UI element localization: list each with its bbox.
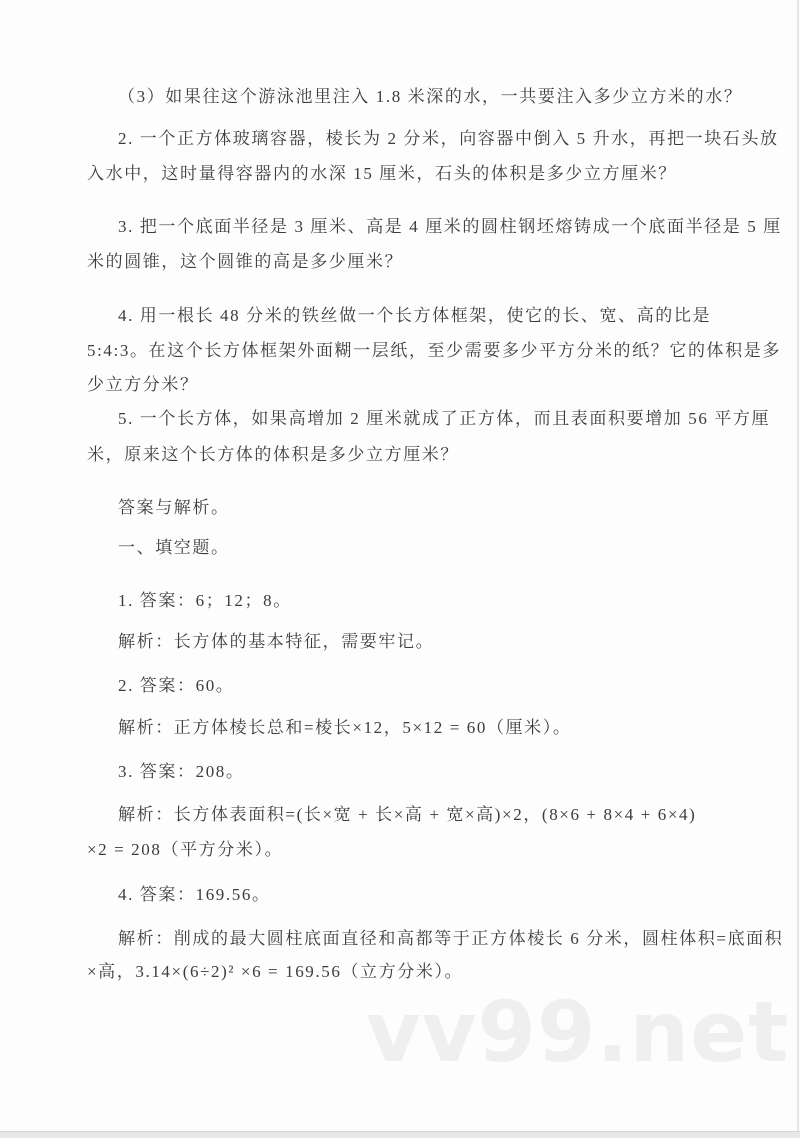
question-3-line-1: 3. 把一个底面半径是 3 厘米、高是 4 厘米的圆柱钢坯熔铸成一个底面半径是 5 厘 xyxy=(118,217,782,236)
question-5-line-2: 米，原来这个长方体的体积是多少立方厘米？ xyxy=(87,445,459,464)
question-5-line-1: 5. 一个长方体，如果高增加 2 厘米就成了正方体，而且表面积要增加 56 平方厘 xyxy=(118,409,771,428)
analysis-4-line-2: ×高，3.14×(6÷2)² ×6 = 169.56（立方分米）。 xyxy=(87,962,464,981)
question-1-part-3: （3）如果往这个游泳池里注入 1.8 米深的水，一共要注入多少立方米的水？ xyxy=(118,87,743,106)
analysis-3-line-2: ×2 = 208（平方分米）。 xyxy=(87,840,284,859)
watermark: vv99.net xyxy=(366,983,790,1081)
analysis-3-line-1: 解析：长方体表面积=(长×宽 + 长×高 + 宽×高)×2，(8×6 + 8×4 + 6×4) xyxy=(118,805,697,824)
analysis-4-line-1: 解析：削成的最大圆柱底面直径和高都等于正方体棱长 6 分米，圆柱体积=底面积 xyxy=(118,929,784,948)
question-2-line-1: 2. 一个正方体玻璃容器，棱长为 2 分米，向容器中倒入 5 升水，再把一块石头放 xyxy=(118,129,779,148)
question-2-line-2: 入水中，这时量得容器内的水深 15 厘米，石头的体积是多少立方厘米？ xyxy=(87,164,677,183)
answers-heading: 答案与解析。 xyxy=(118,498,230,517)
answer-1: 1. 答案：6；12；8。 xyxy=(118,591,292,610)
analysis-2: 解析：正方体棱长总和=棱长×12，5×12 = 60（厘米）。 xyxy=(118,718,572,737)
question-3-line-2: 米的圆锥，这个圆锥的高是多少厘米？ xyxy=(87,252,404,271)
answer-2: 2. 答案：60。 xyxy=(118,676,235,695)
section-fill-in-blank-heading: 一、填空题。 xyxy=(118,538,230,557)
question-4-line-1: 4. 用一根长 48 分米的铁丝做一个长方体框架，使它的长、宽、高的比是 xyxy=(118,306,712,325)
question-4-line-2: 5:4:3。在这个长方体框架外面糊一层纸，至少需要多少平方分米的纸？它的体积是多 xyxy=(87,341,781,360)
analysis-1: 解析：长方体的基本特征，需要牢记。 xyxy=(118,632,435,651)
answer-4: 4. 答案：169.56。 xyxy=(118,885,271,904)
question-4-line-3: 少立方分米？ xyxy=(87,375,199,394)
answer-3: 3. 答案：208。 xyxy=(118,762,245,781)
